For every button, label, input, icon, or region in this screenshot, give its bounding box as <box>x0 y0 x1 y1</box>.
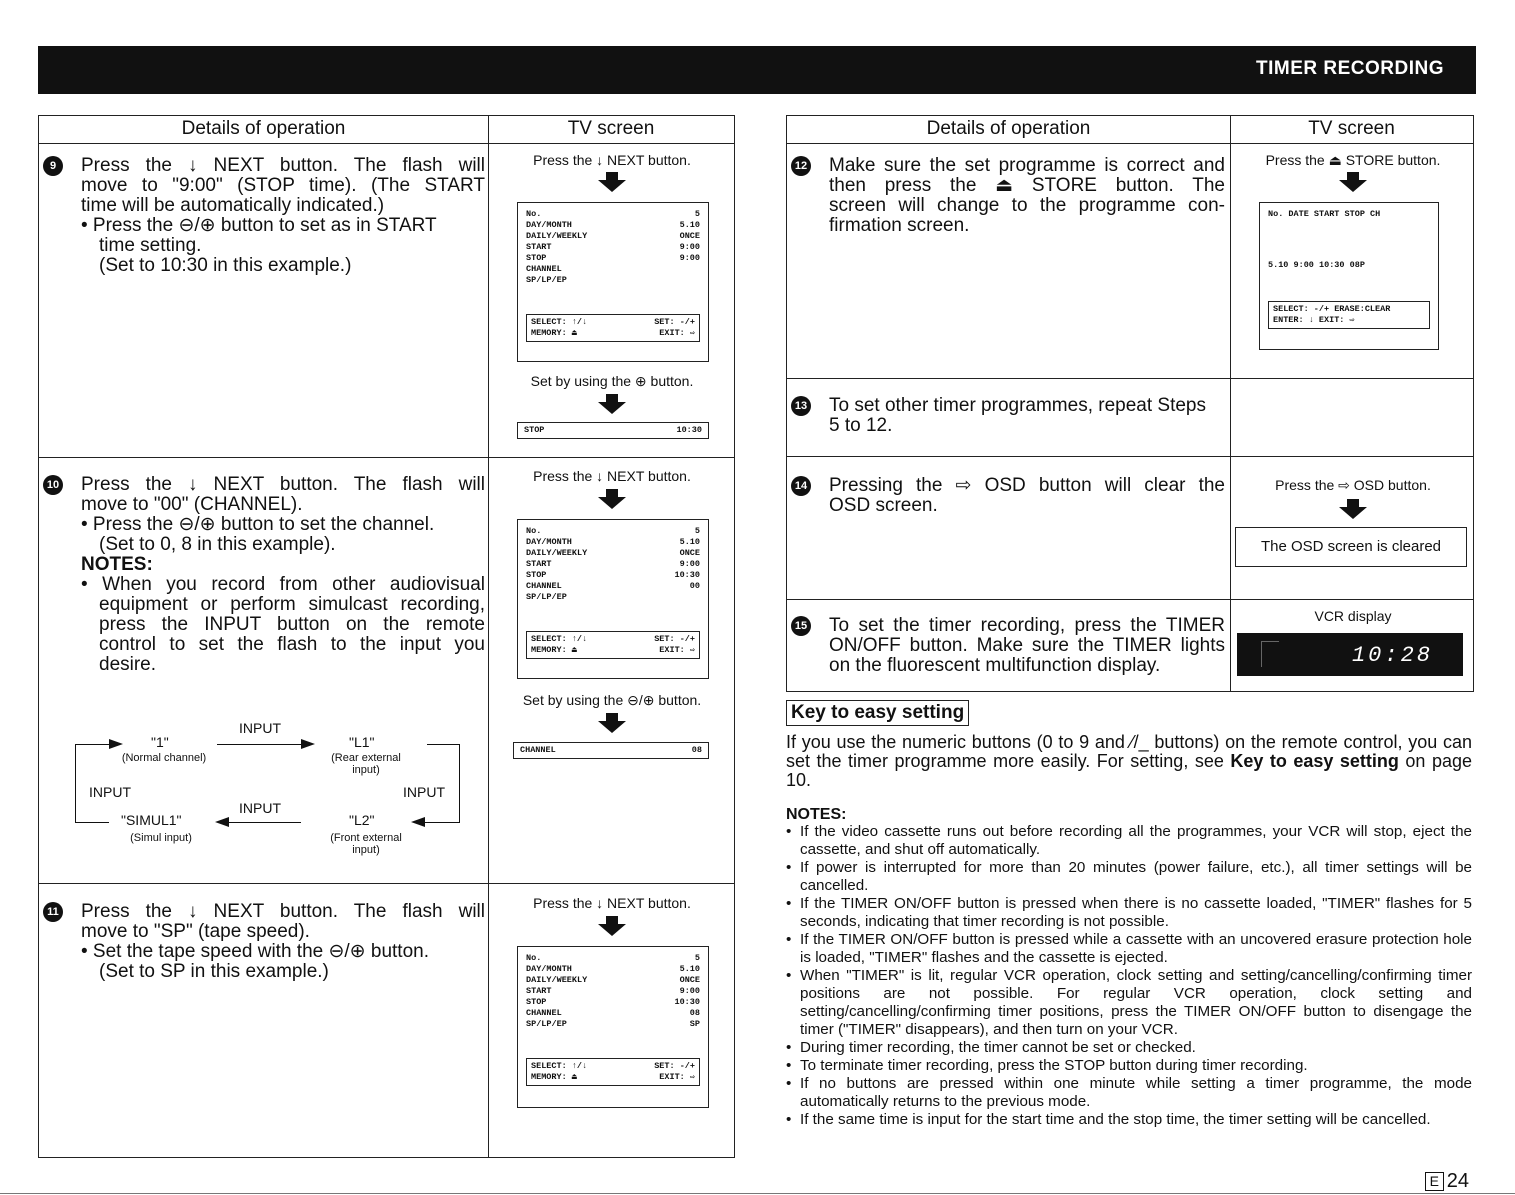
step-text: • Press the ⊖/⊕ button to set the channel. <box>81 514 435 535</box>
step-text: time will be automatically indicated.) <box>81 195 385 216</box>
step-9 <box>49 155 485 276</box>
diagram-node-1: "1" <box>151 734 169 750</box>
note-text: desire. <box>99 654 157 675</box>
step-text: screen will change to the programme con- <box>829 195 1225 216</box>
list-item: • If the same time is input for the start time and the stop time, the timer setting will be cancelled. <box>786 1111 1472 1129</box>
step-text: To set the timer recording, press the TIMER <box>829 615 1225 636</box>
step-text: (Set to 10:30 in this example.) <box>99 255 352 276</box>
step-number-badge: 15 <box>791 616 811 636</box>
tv-caption: Press the ⇨ OSD button. <box>1275 477 1431 493</box>
page-number-value: 24 <box>1446 1170 1469 1192</box>
step-text: Press the ↓ NEXT button. The flash will <box>81 474 485 495</box>
tv-caption: Press the ⏏ STORE button. <box>1265 152 1441 168</box>
diagram-node-l1: "L1" <box>349 734 375 750</box>
notes-heading: NOTES: <box>786 806 847 823</box>
step-text: on the fluorescent multifunction display. <box>829 655 1161 676</box>
diagram-input-label: INPUT <box>239 720 281 736</box>
step-number-badge: 9 <box>43 156 63 176</box>
tv-menu: SELECT: -/+ ERASE:CLEAR ENTER: ↓ EXIT: ⇨ <box>1268 301 1430 329</box>
step-text: Make sure the set programme is correct and <box>829 155 1225 176</box>
list-item: • To terminate timer recording, press the STOP button during timer recording. <box>786 1057 1472 1075</box>
step-text: then press the ⏏ STORE button. The <box>829 175 1225 196</box>
step-text: ON/OFF button. Make sure the TIMER lights <box>829 635 1225 656</box>
note-text: equipment or perform simulcast recording, <box>99 594 485 615</box>
vcr-display-digits: 10:28 <box>1351 643 1433 668</box>
list-item: • If the TIMER ON/OFF button is pressed when there is no cassette loaded, "TIMER" flashes for 5 seconds, indicating that timer recording is not possible. <box>786 895 1472 931</box>
section-title: TIMER RECORDING <box>1256 58 1444 79</box>
column-header-details: Details of operation <box>787 116 1230 144</box>
step-number-badge: 10 <box>43 475 63 495</box>
row-divider <box>787 456 1473 457</box>
step-text: move to "SP" (tape speed). <box>81 921 310 942</box>
arrow-right-icon <box>109 739 123 749</box>
tv-caption: Set by using the ⊖/⊕ button. <box>522 692 702 708</box>
step-text: time setting. <box>99 235 202 256</box>
diagram-sub: (Simul input) <box>130 832 192 844</box>
step-11 <box>47 901 485 982</box>
step-text: • Press the ⊖/⊕ button to set as in START <box>81 215 437 236</box>
list-item: • During timer recording, the timer cannot be set or checked. <box>786 1039 1472 1057</box>
step-text: firmation screen. <box>829 215 970 236</box>
column-header-tv: TV screen <box>488 116 734 144</box>
step-14 <box>794 475 1225 516</box>
column-divider <box>1230 116 1231 691</box>
arrow-right-icon <box>301 739 315 749</box>
column-divider <box>488 116 489 1157</box>
step-number-badge: 12 <box>791 156 811 176</box>
tv-menu: SELECT: ↑/↓ SET: -/+ MEMORY: ⏏ EXIT: ⇨ <box>526 631 700 659</box>
tv-channel-strip: CHANNEL 08 <box>513 742 709 759</box>
column-header-tv: TV screen <box>1230 116 1473 144</box>
tv-caption: Press the ↓ NEXT button. <box>533 895 691 911</box>
step-number-badge: 13 <box>791 396 811 416</box>
list-item: • If the TIMER ON/OFF button is pressed while a cassette with an uncovered erasure protection hole is loaded, "TIMER" flashes and the cassette is ejected. <box>786 931 1472 967</box>
osd-cleared-box: The OSD screen is cleared <box>1235 527 1467 567</box>
key-to-easy-setting-text: If you use the numeric buttons (0 to 9 and ⁄/_ buttons) on the remote control, you can set the timer programme more easily. For setting, see Key to easy setting on page 10. <box>786 732 1472 790</box>
tv-screen-timer-setup: No. 5 DAY/MONTH 5.10 DAILY/WEEKLY ONCE START 9:00 STOP 9:00 CHANNEL SP/LP/EP SELECT: ↑/↓ SET: -/+ MEMORY: ⏏ EXIT: ⇨ <box>517 202 709 362</box>
diagram-input-label: INPUT <box>239 800 281 816</box>
diagram-node-l2: "L2" <box>349 812 375 828</box>
note-text: control to set the flash to the input you <box>99 634 485 655</box>
tv-screen-timer-setup: No. 5 DAY/MONTH 5.10 DAILY/WEEKLY ONCE START 9:00 STOP 10:30 CHANNEL 08 SP/LP/EP SP SELECT: ↑/↓ SET: -/+ MEMORY: ⏏ EXIT: ⇨ <box>517 946 709 1108</box>
bottom-rule <box>0 1193 1515 1194</box>
step-10 <box>46 474 485 675</box>
step-text: • Set the tape speed with the ⊖/⊕ button. <box>81 941 429 962</box>
step-text: Press the ↓ NEXT button. The flash will <box>81 155 485 176</box>
tv-screen-confirmation: No. DATE START STOP CH 5.10 9:00 10:30 08P SELECT: -/+ ERASE:CLEAR ENTER: ↓ EXIT: ⇨ <box>1259 202 1439 350</box>
step-text: move to "00" (CHANNEL). <box>81 494 303 515</box>
diagram-input-label: INPUT <box>403 784 445 800</box>
row-divider <box>39 883 734 884</box>
page-number <box>1425 1170 1469 1193</box>
notes-heading: NOTES: <box>81 554 153 575</box>
right-operation-table <box>786 115 1474 692</box>
tv-caption: Press the ↓ NEXT button. <box>533 468 691 484</box>
row-divider <box>787 378 1473 379</box>
tv-menu: SELECT: ↑/↓ SET: -/+ MEMORY: ⏏ EXIT: ⇨ <box>526 314 700 342</box>
left-operation-table <box>38 115 735 1158</box>
tv-caption: Press the ↓ NEXT button. <box>533 152 691 168</box>
step-15 <box>794 615 1225 676</box>
tv-caption: VCR display <box>1314 608 1392 624</box>
arrow-left-icon <box>411 817 425 827</box>
vcr-display <box>1237 633 1463 676</box>
step-13 <box>794 395 1225 436</box>
note-text: • When you record from other audiovisual <box>81 574 485 595</box>
list-item: • If no buttons are pressed within one minute while setting a timer programme, the mode automatically returns to the previous mode. <box>786 1075 1472 1111</box>
tv-stop-strip: STOP 10:30 <box>517 422 709 439</box>
row-divider <box>39 457 734 458</box>
header-bar <box>38 46 1476 94</box>
language-badge: E <box>1425 1172 1444 1191</box>
timer-indicator-icon <box>1261 641 1279 667</box>
step-text: move to "9:00" (STOP time). (The START <box>81 175 485 196</box>
step-12 <box>794 155 1225 236</box>
tv-caption: Set by using the ⊕ button. <box>530 373 694 389</box>
step-text: (Set to SP in this example.) <box>99 961 329 982</box>
tv-screen-timer-setup: No. 5 DAY/MONTH 5.10 DAILY/WEEKLY ONCE START 9:00 STOP 10:30 CHANNEL 00 SP/LP/EP SELECT: ↑/↓ SET: -/+ MEMORY: ⏏ EXIT: ⇨ <box>517 519 709 679</box>
list-item: • If power is interrupted for more than 20 minutes (power failure, etc.), all timer settings will be cancelled. <box>786 859 1472 895</box>
arrow-left-icon <box>215 817 229 827</box>
step-text: To set other timer programmes, repeat Steps <box>829 395 1206 416</box>
step-text: OSD screen. <box>829 495 938 516</box>
diagram-sub: (Rear external <box>331 752 401 764</box>
diagram-node-simul1: "SIMUL1" <box>121 812 182 828</box>
diagram-input-label: INPUT <box>89 784 131 800</box>
diagram-sub: input) <box>352 764 380 776</box>
step-number-badge: 11 <box>43 902 63 922</box>
step-text: (Set to 0, 8 in this example). <box>99 534 336 555</box>
step-number-badge: 14 <box>791 476 811 496</box>
diagram-sub: (Front external <box>330 832 402 844</box>
diagram-sub: input) <box>352 844 380 856</box>
step-text: Press the ↓ NEXT button. The flash will <box>81 901 485 922</box>
step-text: 5 to 12. <box>829 415 893 436</box>
list-item: • If the video cassette runs out before recording all the programmes, your VCR will stop, eject the cassette, and shut off automatically. <box>786 823 1472 859</box>
step-text: Pressing the ⇨ OSD button will clear the <box>829 475 1225 496</box>
list-item: • When "TIMER" is lit, regular VCR operation, clock setting and setting/cancelling/confirming timer positions are not possible. For regular VCR operation, clock setting and setting/cancelling/confirming timer positions, press the TIMER ON/OFF button to disengage the timer ("TIMER" disappears), and then turn on your VCR. <box>786 967 1472 1039</box>
key-to-easy-setting-title: Key to easy setting <box>786 700 969 726</box>
tv-menu: SELECT: ↑/↓ SET: -/+ MEMORY: ⏏ EXIT: ⇨ <box>526 1058 700 1086</box>
diagram-sub: (Normal channel) <box>121 752 207 764</box>
note-text: press the INPUT button on the remote <box>99 614 485 635</box>
notes-list <box>786 823 1472 1129</box>
column-header-details: Details of operation <box>39 116 488 144</box>
row-divider <box>787 599 1473 600</box>
